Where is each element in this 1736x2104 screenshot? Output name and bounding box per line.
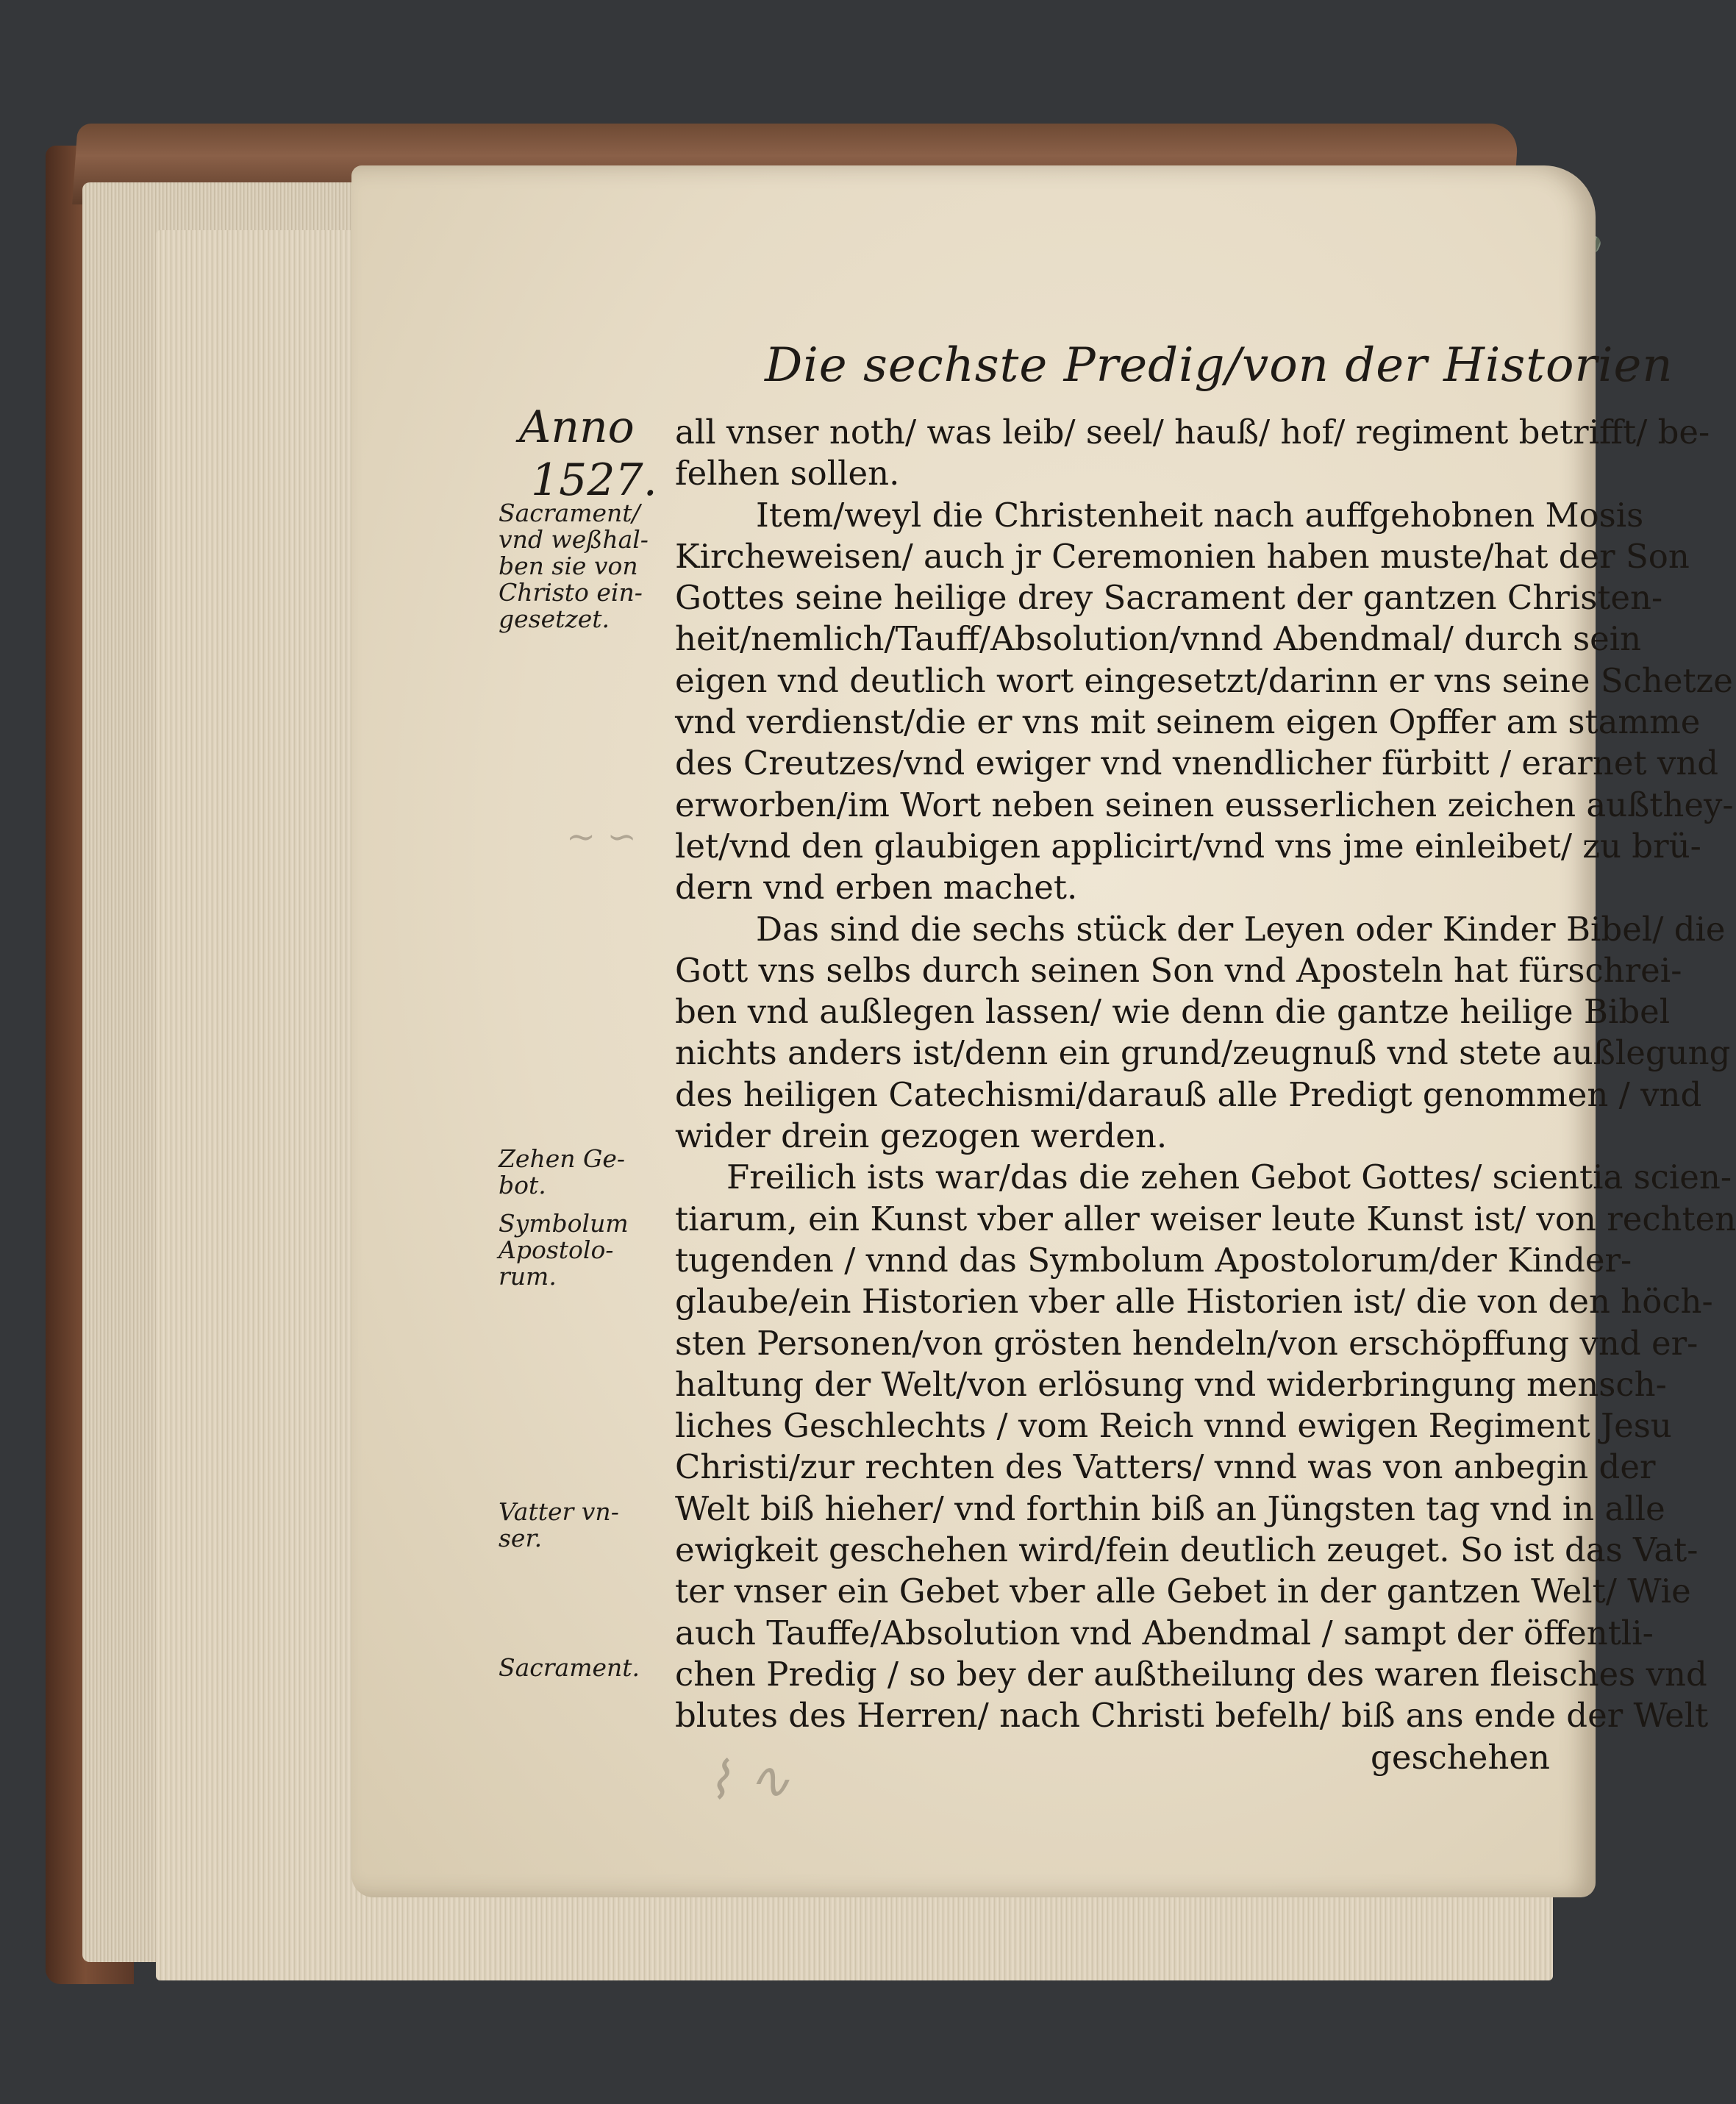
marginal-line: ben sie von [499, 552, 638, 580]
marginal-note-sacrament [499, 500, 668, 632]
year-marker-year: 1527. [531, 454, 657, 506]
marginal-note-sacrament-2 [499, 1655, 668, 1681]
text-line: nichts anders ist/denn ein grund/zeugnuß vnd stete außlegung [675, 1033, 1731, 1073]
text-line: Das sind die sechs stück der Leyen oder Kinder Bibel/ die [756, 909, 1726, 949]
text-line: Gottes seine heilige drey Sacrament der gantzen Christen- [675, 578, 1663, 618]
marginal-line: Symbolum [499, 1209, 629, 1238]
text-line: Welt biß hieher/ vnd forthin biß an Jüngsten tag vnd in alle [675, 1488, 1665, 1528]
year-marker-label: Anno [519, 402, 635, 453]
text-line: auch Tauffe/Absolution vnd Abendmal / sampt der öffentli- [675, 1613, 1654, 1652]
pencil-mark: ⌇ ∿ [706, 1750, 791, 1811]
text-line: ewigkeit geschehen wird/fein deutlich zeuget. So ist das Vat- [675, 1530, 1699, 1570]
catchword: geschehen [1371, 1737, 1550, 1777]
text-line: ben vnd außlegen lassen/ wie denn die gantze heilige Bibel [675, 992, 1671, 1032]
pencil-mark: ∼ ∽ [566, 816, 637, 857]
marginal-line: ser. [499, 1524, 543, 1552]
text-line: Gott vns selbs durch seinen Son vnd Aposteln hat fürschrei- [675, 950, 1682, 990]
text-line: felhen sollen. [675, 454, 900, 493]
text-line: heit/nemlich/Tauff/Absolution/vnnd Abendmal/ durch sein [675, 619, 1642, 659]
text-line: liches Geschlechts / vom Reich vnnd ewigen Regiment Jesu [675, 1406, 1672, 1446]
marginal-line: gesetzet. [499, 605, 610, 633]
text-line: all vnser noth/ was leib/ seel/ hauß/ hof/ regiment betrifft/ be- [675, 413, 1710, 452]
text-line: let/vnd den glaubigen applicirt/vnd vns jme einleibet/ zu brü- [675, 826, 1701, 866]
text-line: erworben/im Wort neben seinen eusserlichen zeichen außthey- [675, 785, 1734, 824]
marginal-line: bot. [499, 1171, 546, 1199]
marginal-note-symbolum [499, 1210, 668, 1290]
text-line: Freilich ists war/das die zehen Gebot Gottes/ scientia scien- [726, 1158, 1732, 1197]
text-line: haltung der Welt/von erlösung vnd widerbringung mensch- [675, 1364, 1667, 1404]
text-line: des heiligen Catechismi/darauß alle Predigt genommen / vnd [675, 1074, 1702, 1114]
text-line: ter vnser ein Gebet vber alle Gebet in der gantzen Welt/ Wie [675, 1572, 1691, 1611]
text-line: eigen vnd deutlich wort eingesetzt/darinn er vns seine Schetze [675, 660, 1733, 700]
marginal-line: Apostolo- [499, 1235, 614, 1264]
year-marker [519, 401, 657, 507]
text-line: tugenden / vnnd das Symbolum Apostolorum/der Kinder- [675, 1240, 1632, 1280]
marginal-note-vatter-unser [499, 1499, 668, 1552]
marginal-line: Zehen Ge- [499, 1144, 626, 1173]
text-line: sten Personen/von grösten hendeln/von erschöpffung vnd er- [675, 1323, 1699, 1363]
text-line: wider drein gezogen werden. [675, 1116, 1168, 1156]
marginal-note-zehen-gebot [499, 1146, 668, 1199]
marginal-line: Sacrament/ [499, 499, 640, 527]
text-line: Item/weyl die Christenheit nach auffgehobnen Mosis [756, 495, 1644, 535]
text-line: tiarum, ein Kunst vber aller weiser leute Kunst ist/ von rechten [675, 1199, 1736, 1238]
text-line: glaube/ein Historien vber alle Historien ist/ die von den höch- [675, 1282, 1713, 1322]
text-line: chen Predig / so bey der außtheilung des waren fleisches vnd [675, 1654, 1707, 1694]
text-line: Christi/zur rechten des Vatters/ vnnd was von anbegin der [675, 1447, 1656, 1487]
text-line: blutes des Herren/ nach Christi befelh/ biß ans ende der Welt [675, 1696, 1709, 1736]
text-line: Kircheweisen/ auch jr Ceremonien haben muste/hat der Son [675, 536, 1690, 576]
marginal-line: Christo ein- [499, 578, 643, 607]
marginal-line: Vatter vn- [499, 1497, 619, 1526]
body-text [675, 412, 1736, 1778]
marginal-line: Sacrament. [499, 1653, 640, 1682]
text-line: vnd verdienst/die er vns mit seinem eigen Opffer am stamme [675, 702, 1701, 742]
marginal-line: rum. [499, 1262, 557, 1291]
marginal-line: vnd weßhal- [499, 525, 649, 554]
running-head: Die sechste Predig/von der Historien [765, 338, 1674, 393]
text-line: dern vnd erben machet. [675, 868, 1078, 907]
text-line: des Creutzes/vnd ewiger vnd vnendlicher fürbitt / erarnet vnd [675, 743, 1719, 783]
